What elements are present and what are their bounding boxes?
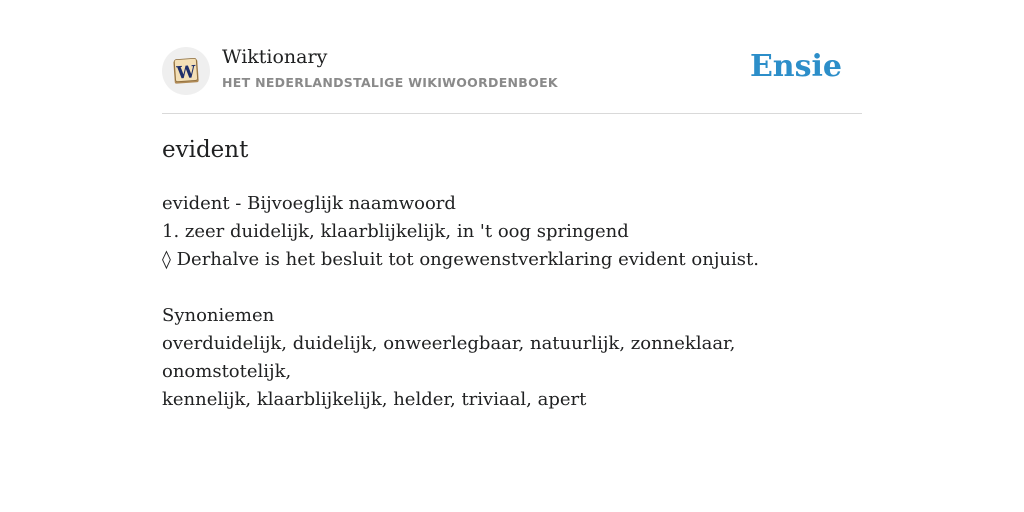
wiktionary-tile-icon — [171, 56, 201, 86]
synonyms-list-line-1: overduidelijk, duidelijk, onweerlegbaar, natuurlijk, zonneklaar, onomstotelijk, — [162, 333, 736, 382]
definition-block — [162, 190, 862, 414]
spacer — [162, 274, 862, 302]
example-sentence: ◊ Derhalve is het besluit tot ongewenstverklaring evident onjuist. — [162, 249, 759, 270]
header — [162, 0, 862, 114]
source-subtitle: HET NEDERLANDSTALIGE WIKIWOORDENBOEK — [222, 75, 558, 90]
definition-text: 1. zeer duidelijk, klaarblijkelijk, in 't oog springend — [162, 221, 629, 242]
ensie-logo[interactable]: Ensie — [749, 49, 842, 84]
synonyms-list-line-2: kennelijk, klaarblijkelijk, helder, triviaal, apert — [162, 389, 587, 410]
source-name[interactable]: Wiktionary — [222, 46, 328, 68]
synonyms-label: Synoniemen — [162, 305, 275, 326]
page-title: evident — [162, 137, 249, 163]
entry-card — [162, 0, 862, 410]
logo-letter: W — [175, 62, 197, 84]
wiktionary-logo[interactable] — [162, 47, 210, 95]
entry-heading: evident - Bijvoeglijk naamwoord — [162, 193, 456, 214]
